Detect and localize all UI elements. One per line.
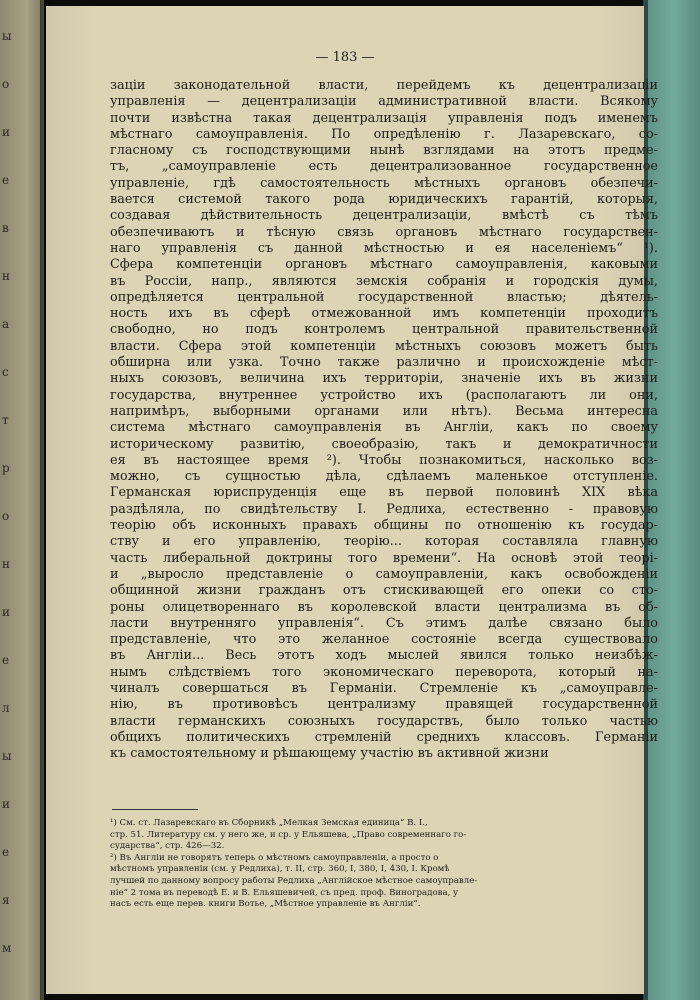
footnote-line: ¹) См. ст. Лазаревскаго въ Сборникѣ „Мелкая Земская единица“ В. І., [110, 818, 428, 828]
text-line: гласному съ господствующими нынѣ взглядами на этотъ предме- [110, 143, 658, 159]
text-line: ея въ настоящее время ²). Чтобы познакомиться, насколько воз- [110, 452, 658, 468]
text-line: въ Англіи... Весь этотъ ходъ мыслей явился только неизбѣж- [110, 648, 658, 664]
text-line: въ Россіи, напр., являются земскія собранія и городскія думы, [110, 273, 658, 289]
left-page-fragment: н [2, 557, 10, 571]
text-line: можно, съ сущностью дѣла, сдѣлаемъ маленькое отступленіе. [110, 469, 658, 485]
text-line: чиналъ совершаться въ Германіи. Стремленіе къ „самоуправле- [110, 680, 658, 696]
text-line: заціи законодательной власти, перейдемъ къ децентрализаціи [110, 78, 658, 93]
text-line: напримѣръ, выборными органами или нѣтъ). Весьма интересна [110, 403, 658, 419]
book-page [46, 6, 658, 994]
text-line: ныхъ союзовъ, величина ихъ территоріи, значеніе ихъ въ жизни [110, 371, 658, 387]
text-line: государства, внутреннее устройство ихъ (располагаютъ ли они, [110, 387, 658, 403]
footnote-line: ²) Въ Англіи не говорятъ теперь о мѣстномъ самоуправленіи, а просто о [110, 852, 439, 863]
left-page-fragment: ы [2, 29, 12, 43]
footnotes [110, 818, 658, 911]
left-page-fragment: е [2, 653, 10, 667]
footnote-divider [112, 809, 198, 810]
footnote-line: лучшей по данному вопросу работы Редлиха „Англійское мѣстное самоуправле- [110, 875, 478, 886]
text-line: ность ихъ въ сферѣ отмежованной имъ компетенціи проходитъ [110, 306, 658, 322]
footnote-line: насъ есть еще перев. книги Вотье, „Мѣстное управленіе въ Англіи“. [110, 899, 421, 910]
text-line: теорію объ исконныхъ правахъ общины по отношенію къ государ- [110, 518, 658, 534]
text-line: нымъ слѣдствіемъ того экономическаго переворота, который на- [110, 664, 658, 680]
left-page-fragment: н [2, 269, 10, 283]
left-page-fragment: л [2, 701, 10, 715]
text-line: обширна или узка. Точно также различно и происхожденіе мѣст- [110, 355, 658, 371]
left-page-fragment: р [2, 461, 10, 475]
text-line: раздѣляла, по свидѣтельству І. Редлиха, естественно - правовую [110, 501, 658, 517]
left-page-fragment: я [2, 893, 10, 907]
text-line: обезпечиваютъ и тѣсную связь органовъ мѣстнаго государствен- [110, 224, 658, 240]
text-line: историческому развитію, своеобразію, такъ и демократичности [110, 436, 658, 452]
text-line: часть либеральной доктрины того времени“. На основѣ этой теорі- [110, 550, 658, 566]
text-line: общихъ политическихъ стремленій среднихъ классовъ. Германіи [110, 729, 658, 745]
left-page-fragment: т [2, 413, 9, 427]
left-page-fragment: о [2, 509, 10, 523]
text-line: Сфера компетенціи органовъ мѣстнаго самоуправленія, каковыми [110, 257, 658, 273]
text-line: мѣстнаго самоуправленія. По опредѣленію г. Лазаревскаго, со- [110, 126, 658, 142]
text-line: представленіе, что это желанное состояніе всегда существовало [110, 632, 658, 648]
text-line: власти. Сфера этой компетенціи мѣстныхъ союзовъ можетъ быть [110, 338, 658, 354]
left-page-fragment: с [2, 365, 9, 379]
left-page-fragment: м [2, 941, 12, 955]
left-page-fragment: в [2, 221, 9, 235]
left-page-fragment: е [2, 845, 10, 859]
text-line: къ самостоятельному и рѣшающему участію въ активной жизни [110, 746, 549, 762]
text-line: почти извѣстна такая децентрализація управленія подъ именемъ [110, 110, 658, 126]
text-line: общинной жизни гражданъ отъ стискивающей его опеки со сто- [110, 583, 658, 599]
text-line: ству и его управленію, теорію... которая составляла главную [110, 534, 658, 550]
text-line: создавая дѣйствительность децентрализаціи, вмѣстѣ съ тѣмъ [110, 208, 658, 224]
text-line: управленія — децентрализаціи административной власти. Всякому [110, 94, 658, 110]
left-page-fragment: а [2, 317, 10, 331]
text-line: опредѣляется центральной государственной властью; дѣятель- [110, 289, 658, 305]
text-line: власти германскихъ союзныхъ государствъ, было только частью [110, 713, 658, 729]
left-page-fragment: и [2, 605, 10, 619]
left-page-fragment: е [2, 173, 10, 187]
text-line: нію, въ противовѣсъ централизму правящей государственной [110, 697, 658, 713]
left-page-fragment: о [2, 77, 10, 91]
body-text [110, 78, 658, 762]
page-number: — 183 — [315, 50, 375, 65]
footnote-line: сударства“, стр. 426—32. [110, 841, 225, 852]
text-line: и „выросло представленіе о самоуправленіи, какъ освобожденіи [110, 566, 658, 582]
text-line: наго управленія съ данной мѣстностью и ея населеніемъ“ ¹). [110, 240, 658, 256]
text-line: тъ, „самоуправленіе есть децентрализованное государственное [110, 159, 658, 175]
footnote-line: стр. 51. Литературу см. у него же, и ср. у Ельяшева, „Право современнаго го- [110, 829, 467, 840]
text-line: ласти внутренняго управленія“. Съ этимъ далѣе связано было [110, 615, 658, 631]
left-page-fragment: и [2, 797, 10, 811]
text-line: вается системой такого рода юридическихъ гарантій, которыя, [110, 192, 658, 208]
text-line: управленіе, гдѣ самостоятельность мѣстныхъ органовъ обезпечи- [110, 175, 658, 191]
text-line: роны олицетвореннаго въ королевской власти централизма въ об- [110, 599, 658, 615]
left-page-fragment: ы [2, 749, 12, 763]
footnote-line: мѣстномъ управленіи (см. у Редлиха), т. II, стр. 360, I, 380, I, 430, I. Кромѣ [110, 864, 450, 875]
left-page-edge [0, 0, 44, 1000]
text-line: свободно, но подъ контролемъ центральной правительственной [110, 322, 658, 338]
text-line: система мѣстнаго самоуправленія въ Англіи, какъ по своему [110, 420, 658, 436]
footnote-line: ніе“ 2 тома въ переводѣ Е. и В. Ельяшевичей, съ пред. проф. Виноградова, у [110, 887, 459, 898]
left-page-fragment: и [2, 125, 10, 139]
text-line: Германская юриспруденція еще въ первой половинѣ XIX вѣка [110, 485, 658, 501]
